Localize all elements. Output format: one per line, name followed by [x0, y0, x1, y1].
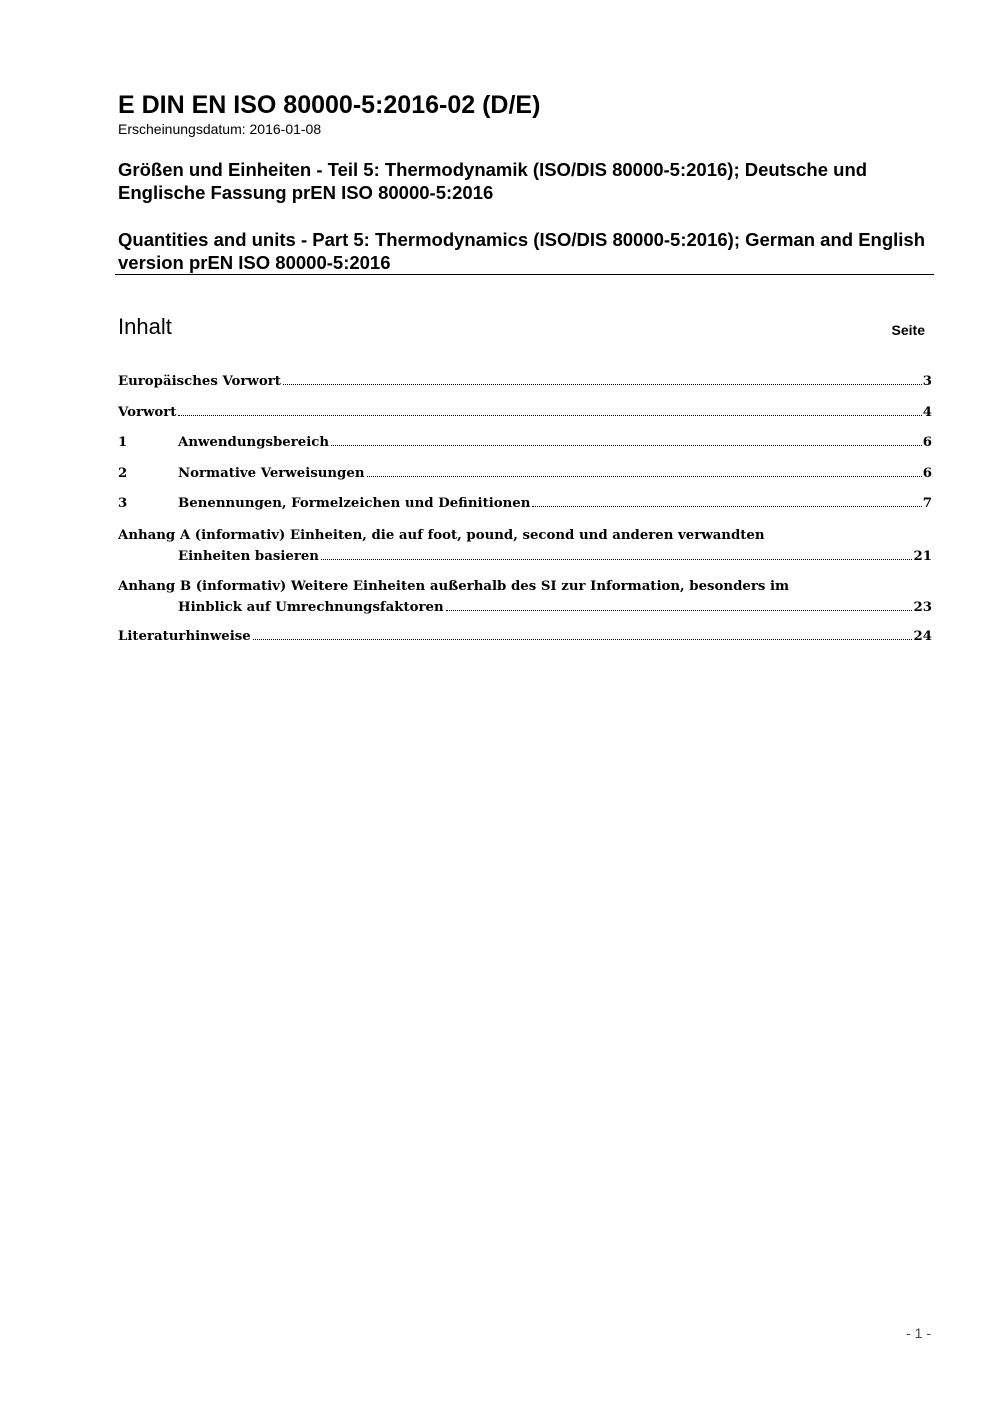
toc-entry-page: 24 — [913, 628, 932, 644]
toc-dot-leader — [283, 384, 922, 385]
toc-entry-anhang-b[interactable] — [118, 572, 932, 623]
toc-entry-page: 23 — [913, 599, 932, 615]
toc-entry-text: Vorwort — [118, 404, 177, 420]
toc-entry-page: 6 — [922, 465, 932, 481]
toc-entry-number: 1 — [118, 435, 128, 450]
toc-dot-leader — [446, 610, 913, 611]
toc-entry-text: Anhang B (informativ) Weitere Einheiten außerhalb des SI zur Information, besonders im — [118, 578, 790, 594]
toc-entry-literaturhinweise[interactable] — [118, 623, 932, 654]
toc-entry-normative-verweisungen[interactable] — [118, 460, 932, 491]
page-column-label: Seite — [891, 322, 925, 338]
toc-entry-text: Benennungen, Formelzeichen und Definitionen — [178, 496, 531, 511]
toc-entry-line — [118, 525, 932, 546]
header-rule — [115, 274, 934, 275]
toc-entry-number: 2 — [118, 465, 128, 481]
toc-entry-europaeisches-vorwort[interactable] — [118, 368, 932, 399]
toc-entry-text: Literaturhinweise — [118, 628, 251, 644]
toc-entry-text: Europäisches Vorwort — [118, 374, 281, 389]
toc-dot-leader — [178, 415, 921, 416]
toc-entry-vorwort[interactable] — [118, 399, 932, 430]
toc-entry-page: 3 — [922, 374, 932, 389]
toc-entry-page: 21 — [913, 548, 932, 564]
toc-entry-benennungen[interactable] — [118, 490, 932, 521]
toc-entry-text-continued: Einheiten basieren — [178, 548, 319, 564]
toc-entry-line — [118, 576, 932, 597]
toc-entry-line — [118, 597, 932, 618]
toc-entry-page: 7 — [922, 496, 932, 511]
toc-entry-text: Anwendungsbereich — [178, 435, 330, 450]
toc-entry-page: 4 — [922, 404, 932, 420]
toc-entry-text-continued: Hinblick auf Umrechnungsfaktoren — [178, 599, 444, 615]
toc-entry-text: Anhang A (informativ) Einheiten, die auf foot, pound, second und anderen verwandten — [118, 527, 765, 543]
contents-heading: Inhalt — [118, 314, 172, 339]
table-of-contents — [118, 368, 932, 653]
toc-dot-leader — [331, 445, 922, 446]
title-german: Größen und Einheiten - Teil 5: Thermodynamik (ISO/DIS 80000-5:2016); Deutsche und Englische Fassung prEN ISO 80000-5:2016 — [118, 159, 868, 203]
toc-dot-leader — [532, 506, 921, 507]
toc-entry-text: Normative Verweisungen — [178, 465, 365, 481]
toc-entry-number: 3 — [118, 496, 128, 511]
document-id: E DIN EN ISO 80000-5:2016-02 (D/E) — [118, 91, 541, 119]
toc-entry-line — [118, 546, 932, 567]
toc-entry-page: 6 — [922, 435, 932, 450]
toc-dot-leader — [321, 559, 913, 560]
toc-entry-anhang-a[interactable] — [118, 521, 932, 572]
toc-dot-leader — [367, 476, 922, 477]
title-english: Quantities and units - Part 5: Thermodynamics (ISO/DIS 80000-5:2016); German and English version prEN ISO 80000-5:2016 — [118, 229, 926, 273]
toc-dot-leader — [253, 639, 913, 640]
footer-page-number: - 1 - — [906, 1325, 931, 1341]
toc-entry-anwendungsbereich[interactable] — [118, 429, 932, 460]
publication-date: Erscheinungsdatum: 2016-01-08 — [118, 121, 322, 137]
